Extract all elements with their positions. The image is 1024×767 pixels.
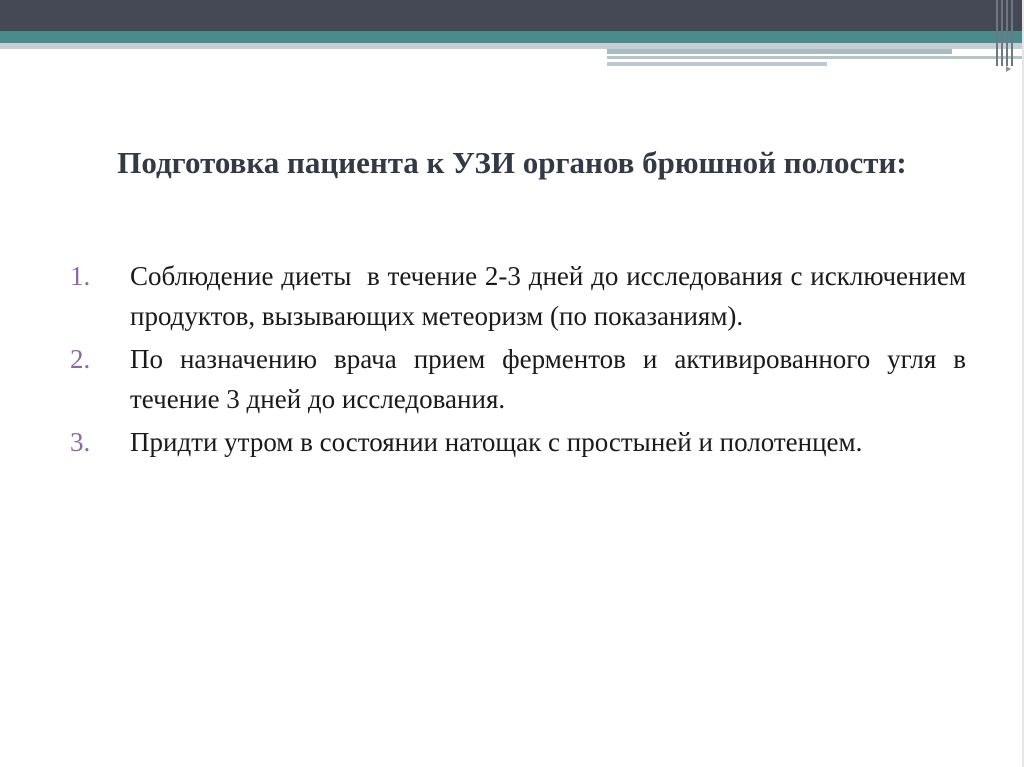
- header-stripe: [1011, 0, 1013, 66]
- header-bar-dark: [0, 0, 1024, 31]
- header-bar-teal: [0, 31, 1024, 43]
- header-accent-line: [607, 62, 827, 66]
- header-accent-line: [607, 56, 1024, 59]
- header-stripe: [1001, 0, 1003, 66]
- list-item-text: Соблюдение диеты в течение 2-3 дней до исследования с исключением продуктов, вызывающих метеоризм (по показаниям).: [130, 261, 973, 331]
- list-item: [70, 422, 966, 462]
- list-item-text: Придти утром в состоянии натощак с простыней и полотенцем.: [130, 427, 863, 457]
- header-accent-line: [607, 49, 952, 54]
- list-number: 1.: [70, 261, 91, 291]
- list-number: 3.: [70, 427, 91, 457]
- list-item: [70, 339, 973, 419]
- slide-title: Подготовка пациента к УЗИ органов брюшной полости:: [117, 145, 907, 180]
- header-stripe: [996, 0, 998, 66]
- list-item-text: По назначению врача прием ферментов и активированного угля в течение 3 дней до исследования.: [130, 344, 973, 414]
- list-number: 2.: [70, 344, 91, 374]
- numbered-list: [70, 256, 973, 465]
- header-stripe: [1006, 0, 1008, 66]
- triangle-marker-icon: [1006, 66, 1011, 72]
- list-item: [70, 256, 973, 336]
